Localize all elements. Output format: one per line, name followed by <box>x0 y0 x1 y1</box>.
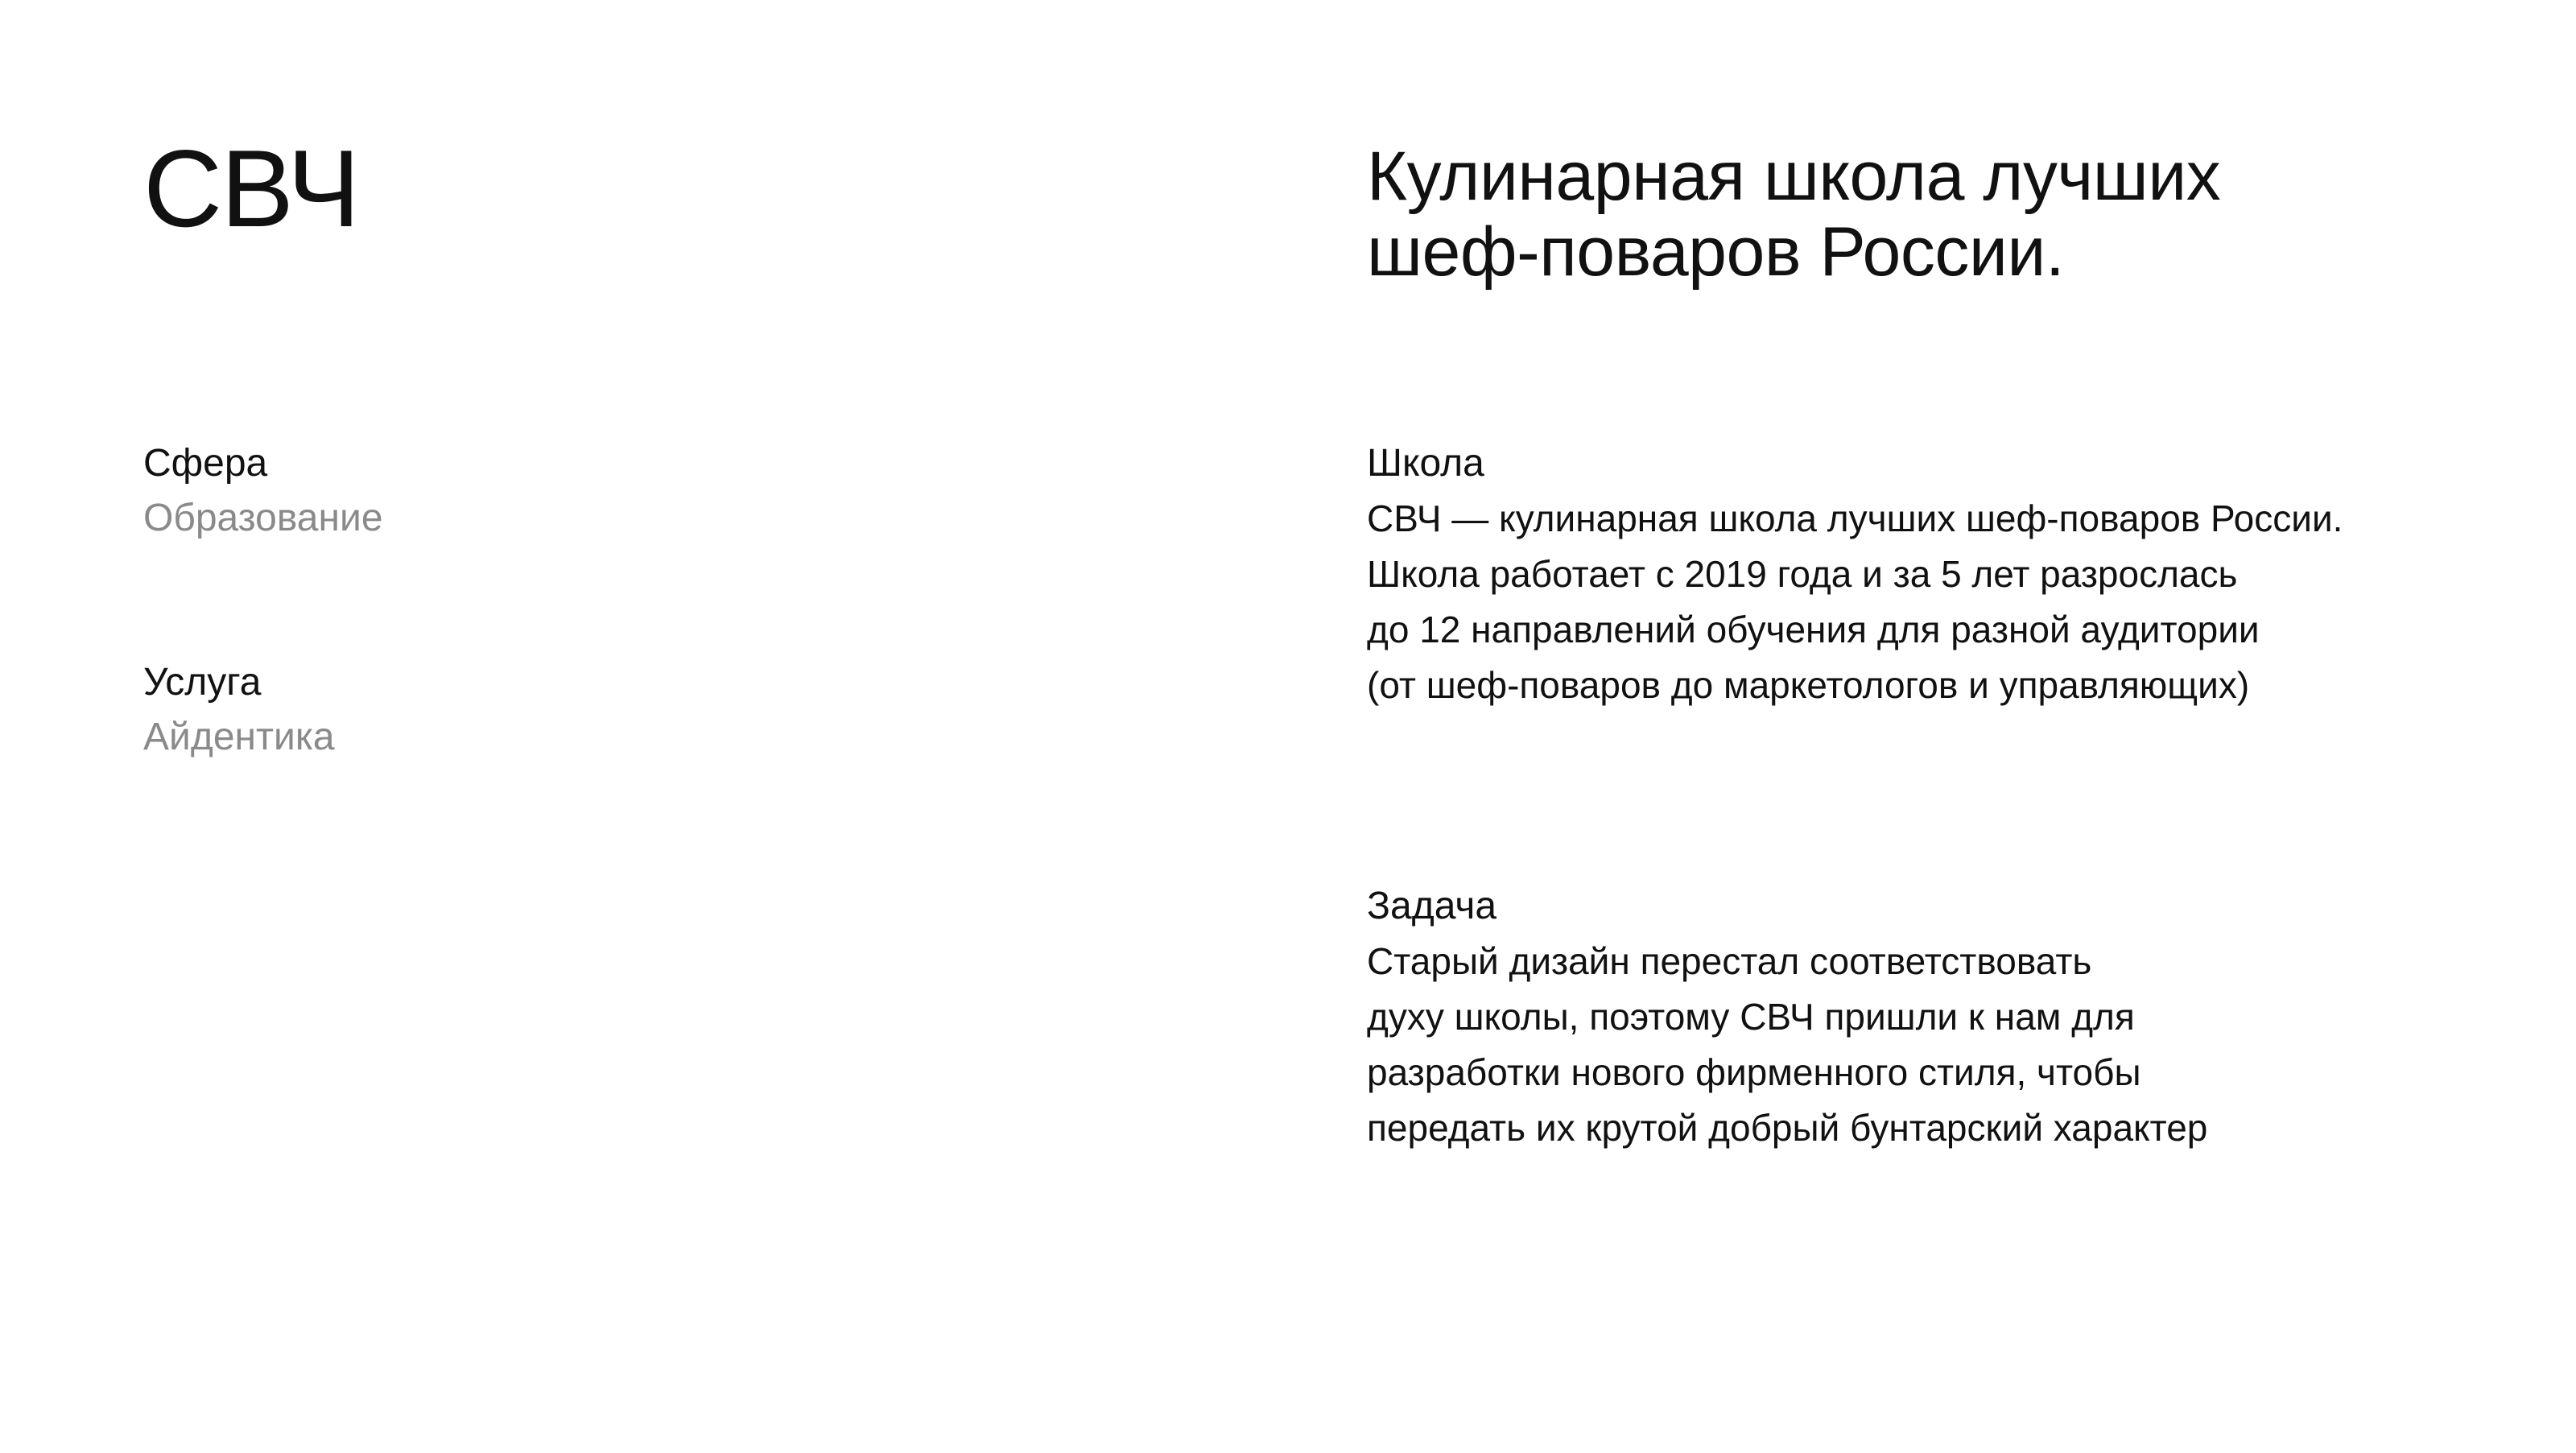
meta-sphere <box>143 436 868 546</box>
meta-sphere-value: Образование <box>143 497 383 539</box>
school-text-line: (от шеф-поваров до маркетологов и управляющих) <box>1367 664 2250 706</box>
tagline <box>1367 138 2534 290</box>
task-heading: Задача <box>1367 885 1497 927</box>
meta-sphere-label: Сфера <box>143 442 268 485</box>
task-text-line: Старый дизайн перестал соответствовать <box>1367 940 2092 982</box>
school-heading: Школа <box>1367 442 1484 485</box>
task-section <box>1367 879 2534 1156</box>
tagline-line: шеф-поваров России. <box>1367 213 2065 291</box>
task-text-line: разработки нового фирменного стиля, чтобы <box>1367 1051 2141 1093</box>
school-text-line: до 12 направлений обучения для разной аудитории <box>1367 609 2260 650</box>
tagline-line: Кулинарная школа лучших <box>1367 138 2221 215</box>
meta-service <box>143 655 868 765</box>
meta-service-value: Айдентика <box>143 716 335 758</box>
task-text-line: духу школы, поэтому СВЧ пришли к нам для <box>1367 996 2135 1038</box>
school-section <box>1367 436 2534 713</box>
school-text-line: СВЧ — кулинарная школа лучших шеф-поваров России. <box>1367 497 2343 539</box>
brand-title: СВЧ <box>143 127 359 250</box>
meta-service-label: Услуга <box>143 661 262 704</box>
school-text-line: Школа работает с 2019 года и за 5 лет разрослась <box>1367 553 2238 595</box>
task-text-line: передать их крутой добрый бунтарский характер <box>1367 1107 2208 1149</box>
